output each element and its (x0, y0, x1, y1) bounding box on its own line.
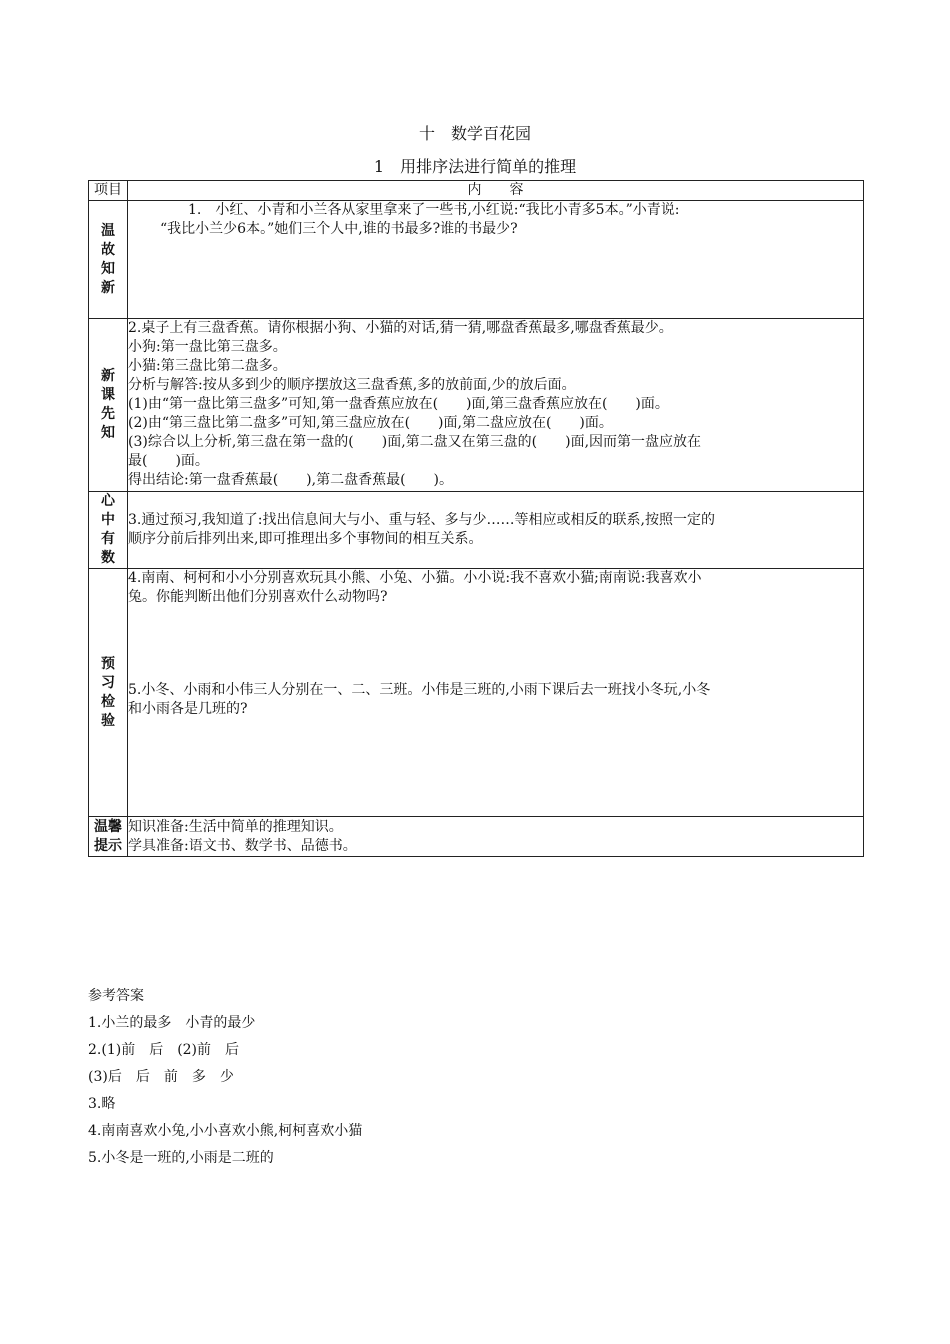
text-line: 3.通过预习,我知道了:找出信息间大与小、重与轻、多与少……等相应或相反的联系,按照一定的 (128, 512, 715, 528)
text-line: 分析与解答:按从多到少的顺序摆放这三盘香蕉,多的放前面,少的放后面。 (128, 377, 576, 393)
section-content-tips (128, 817, 864, 857)
lesson-title: 1 用排序法进行简单的推理 (373, 157, 577, 176)
section-label-tips: 温馨 提示 (89, 817, 128, 857)
text-line: 2.桌子上有三盘香蕉。请你根据小狗、小猫的对话,猜一猜,哪盘香蕉最多,哪盘香蕉最少。 (128, 320, 673, 336)
section-content-preview-check (128, 569, 864, 817)
answer-item: 4.南南喜欢小兔,小小喜欢小熊,柯柯喜欢小猫 (88, 1123, 363, 1139)
text-line: 顺序分前后排列出来,即可推理出多个事物间的相互关系。 (128, 531, 483, 547)
section-content-review (128, 201, 864, 319)
section-new-lesson (89, 319, 864, 492)
section-tips (89, 817, 864, 857)
answer-title: 参考答案 (88, 988, 144, 1004)
text-line: (1)由“第一盘比第三盘多”可知,第一盘香蕉应放在( )面,第三盘香蕉应放在( )面。 (128, 396, 669, 412)
worksheet-table (88, 180, 864, 857)
answer-item: 3.略 (88, 1096, 116, 1112)
text-line: (2)由“第三盘比第二盘多”可知,第三盘应放在( )面,第二盘应放在( )面。 (128, 415, 613, 431)
section-review (89, 201, 864, 319)
answer-item: 5.小冬是一班的,小雨是二班的 (88, 1150, 274, 1166)
section-label-summary: 心中有数 (89, 492, 128, 569)
header-content: 内 容 (128, 181, 864, 201)
text-line: 知识准备:生活中简单的推理知识。 (128, 819, 343, 835)
section-summary (89, 492, 864, 569)
section-content-new-lesson (128, 319, 864, 492)
question-5-line: 和小雨各是几班的? (128, 701, 248, 717)
answer-item: (3)后 后 前 多 少 (88, 1069, 234, 1085)
chapter-title: 十 数学百花园 (418, 124, 531, 143)
text-line: “我比小兰少6本。”她们三个人中,谁的书最多?谁的书最少? (160, 221, 518, 237)
text-line: 最( )面。 (128, 453, 209, 469)
section-label-review: 温故知新 (89, 201, 128, 319)
answer-item: 2.(1)前 后 (2)前 后 (88, 1042, 240, 1058)
section-label-preview-check: 预习检验 (89, 569, 128, 817)
question-4-line: 兔。你能判断出他们分别喜欢什么动物吗? (128, 589, 388, 605)
section-content-summary (128, 492, 864, 569)
text-line: 小狗:第一盘比第三盘多。 (128, 339, 287, 355)
text-line: 1. 小红、小青和小兰各从家里拿来了一些书,小红说:“我比小青多5本。”小青说: (188, 202, 680, 218)
question-4-line: 4.南南、柯柯和小小分别喜欢玩具小熊、小兔、小猫。小小说:我不喜欢小猫;南南说:我喜欢小 (128, 570, 702, 586)
text-line: 学具准备:语文书、数学书、品德书。 (128, 838, 357, 854)
question-5-line: 5.小冬、小雨和小伟三人分别在一、二、三班。小伟是三班的,小雨下课后去一班找小冬玩,小冬 (128, 682, 711, 698)
section-preview-check (89, 569, 864, 817)
answer-key (88, 983, 362, 1172)
text-line: (3)综合以上分析,第三盘在第一盘的( )面,第二盘又在第三盘的( )面,因而第一盘应放在 (128, 434, 702, 450)
header-item: 项目 (89, 181, 128, 201)
text-line: 小猫:第三盘比第二盘多。 (128, 358, 287, 374)
answer-item: 1.小兰的最多 小青的最少 (88, 1015, 256, 1031)
table-header-row (89, 181, 864, 201)
section-label-new-lesson: 新课先知 (89, 319, 128, 492)
text-line: 得出结论:第一盘香蕉最( ),第二盘香蕉最( )。 (128, 472, 454, 488)
